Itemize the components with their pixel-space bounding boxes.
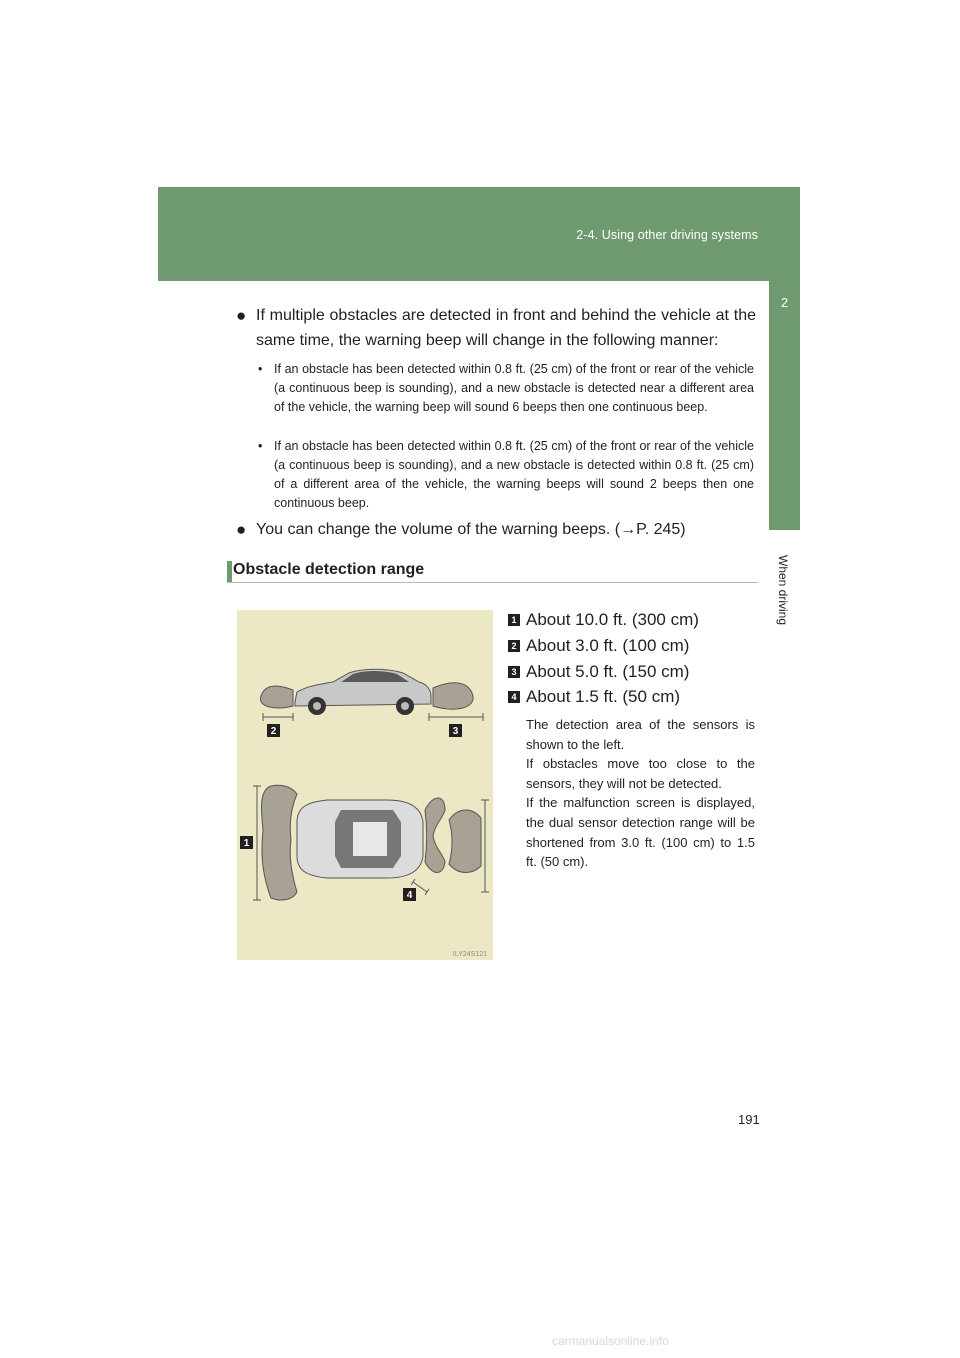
detection-range-illustration <box>237 610 493 960</box>
bullet-dot: ● <box>236 306 247 325</box>
range-label-4: About 1.5 ft. (50 cm) <box>526 687 681 706</box>
chapter-tab-number: 2 <box>780 295 789 310</box>
range-num-3: 3 <box>508 666 520 678</box>
section-header-band <box>158 187 800 281</box>
description-paragraph-1: The detection area of the sensors is shown to the left. <box>526 717 755 752</box>
watermark: carmanualsonline.info <box>552 1334 669 1348</box>
sub-bullet-dot: • <box>258 439 263 453</box>
chapter-tab <box>769 187 800 530</box>
range-label-2: About 3.0 ft. (100 cm) <box>526 636 690 655</box>
section-heading-bar <box>227 561 232 582</box>
range-label-3: About 5.0 ft. (150 cm) <box>526 662 690 681</box>
figure-code: ILY24S121 <box>452 951 487 958</box>
page-number: 191 <box>738 1112 760 1127</box>
bullet-multiple-obstacles <box>236 303 756 353</box>
rear-side-zone <box>433 683 473 709</box>
sub-bullet-dot: • <box>258 362 263 376</box>
car-top-view <box>297 800 423 878</box>
rear-top-zone-outer <box>449 810 481 873</box>
bullet-volume <box>236 517 756 542</box>
callout-2: 2 <box>270 726 277 737</box>
front-side-zone <box>260 686 293 708</box>
section-heading-title: Obstacle detection range <box>233 561 425 578</box>
detection-description <box>526 715 755 872</box>
section-heading <box>227 561 758 583</box>
bullet-text: You can change the volume of the warning beeps. (→P. 245) <box>256 521 686 538</box>
front-top-zone <box>261 785 297 900</box>
range-num-2: 2 <box>508 640 520 652</box>
sub-bullet-text: If an obstacle has been detected within 0.8 ft. (25 cm) of the front or rear of the vehicle (a continuous beep is sounding), and a new obstacle is detected within 0.8 ft. (25 cm) of a different area of the vehicle, the warning beeps will sound 2 beeps then one continuous beep. <box>274 439 754 510</box>
sub-bullet-text: If an obstacle has been detected within 0.8 ft. (25 cm) of the front or rear of the vehicle (a continuous beep is sounding), and a new obstacle is detected near a different area of the vehicle, the warning beep will sound 6 beeps then one continuous beep. <box>274 362 754 414</box>
callout-4: 4 <box>406 890 413 901</box>
range-label-1: About 10.0 ft. (300 cm) <box>526 610 699 629</box>
description-paragraph-3: If the malfunction screen is displayed, the dual sensor detection range will be shortened from 3.0 ft. (100 cm) to 1.5 ft. (50 cm). <box>526 795 755 870</box>
rear-top-zone-inner <box>425 798 445 873</box>
sub-bullet-2 <box>258 437 754 513</box>
description-paragraph-2: If obstacles move too close to the sensors, they will not be detected. <box>526 756 755 791</box>
sub-bullet-1 <box>258 360 754 417</box>
callout-3: 3 <box>452 726 459 737</box>
callout-1: 1 <box>243 838 250 849</box>
bullet-text: If multiple obstacles are detected in front and behind the vehicle at the same time, the warning beep will change in the following manner: <box>256 307 756 349</box>
range-num-1: 1 <box>508 614 520 626</box>
range-num-4: 4 <box>508 691 520 703</box>
detection-range-figure <box>237 610 493 960</box>
car-side-view <box>295 669 431 715</box>
chapter-tab-label: When driving <box>776 555 790 626</box>
section-header-title: 2-4. Using other driving systems <box>576 228 758 242</box>
bullet-dot: ● <box>236 520 247 539</box>
